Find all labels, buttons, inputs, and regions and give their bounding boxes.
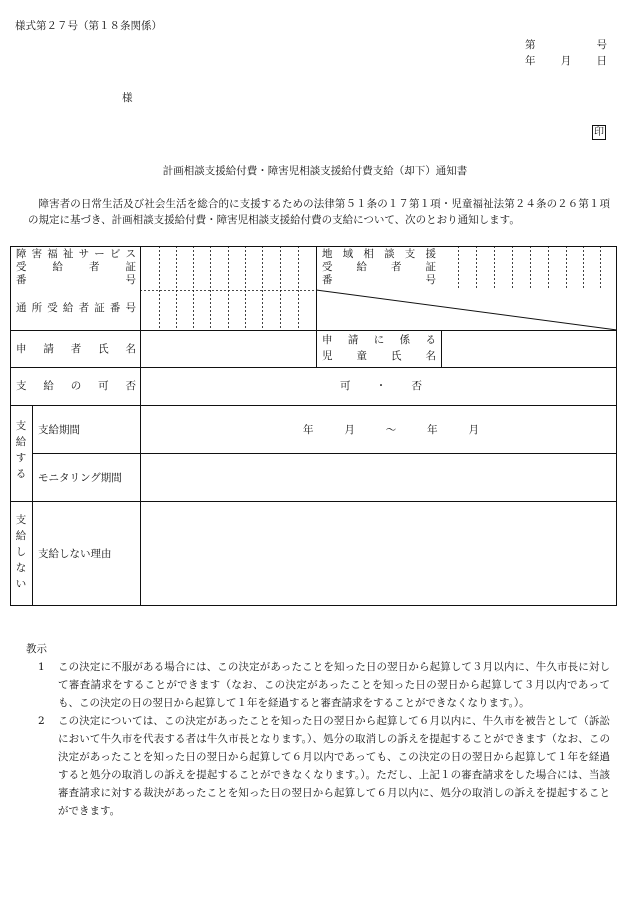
char: 証: [125, 261, 136, 273]
period-tilde: ～: [385, 424, 397, 436]
char: 請: [43, 343, 54, 355]
seal-stamp: 印: [594, 127, 604, 138]
char: 番: [16, 274, 27, 286]
char: 番: [109, 302, 121, 314]
char: る: [15, 468, 27, 480]
commuting-cert-label: [16, 302, 136, 315]
char: 給: [62, 302, 74, 314]
char: 給: [15, 436, 27, 448]
char: ビ: [109, 248, 121, 260]
char: 相: [363, 248, 374, 260]
char: 証: [425, 261, 436, 273]
notes-heading: 教示: [26, 643, 47, 655]
approve-option: 可: [340, 380, 351, 392]
commuting-cert-text: [16, 302, 136, 315]
char: 地: [322, 248, 333, 260]
addressee: 様: [122, 92, 133, 104]
char: る: [425, 334, 436, 346]
document-title: 計画相談支援給付費・障害児相談支援給付費支給（却下）通知書: [162, 165, 468, 177]
char: 支: [404, 248, 416, 260]
char: 給: [52, 261, 63, 273]
char: 受: [322, 261, 333, 273]
char: 証: [94, 302, 105, 314]
char: し: [15, 546, 27, 558]
char: サ: [78, 248, 90, 260]
note-text: この決定に不服がある場合には、この決定があったことを知った日の翌日から起算して３月以内に、牛久市長に対して審査請求をすることができます（なお、この決定があったことを知った日の翌日から起算して３月以内であっても、この決定の日の翌日から起算して１年を経過すると審査請求をすることができなくなります。）。: [58, 661, 610, 709]
intro-paragraph: 障害者の日常生活及び社会生活を総合的に支援するための法律第５１条の１７第１項・児童福祉法第２４条の２６第１項の規定に基づき、計画相談支援給付費・障害児相談支援給付費の支給について、次のとおり通知します。: [28, 198, 610, 226]
char: 氏: [98, 343, 109, 355]
welfare-cert-label-line2: [16, 261, 136, 274]
char: ー: [94, 248, 105, 260]
period-end-month: 月: [468, 424, 479, 436]
no-grant-group-label: [14, 512, 28, 592]
reject-option: 否: [411, 380, 422, 392]
date-year: 年: [525, 55, 536, 67]
char: 受: [16, 261, 27, 273]
note-number: 1: [38, 661, 45, 673]
document-number: [525, 39, 607, 52]
note-number: 2: [38, 715, 45, 727]
char: 給: [356, 261, 367, 273]
char: 域: [342, 248, 354, 260]
char: す: [15, 452, 27, 464]
char: 者: [391, 261, 402, 273]
char: 申: [322, 334, 333, 346]
char: 申: [16, 343, 27, 355]
monitoring-label: モニタリング期間: [38, 472, 122, 484]
char: の: [70, 380, 82, 392]
char: 番: [322, 274, 333, 286]
separator: ・: [375, 380, 387, 392]
no-grant-reason-label: 支給しない理由: [38, 548, 112, 560]
char: 者: [78, 302, 90, 314]
char: 受: [47, 302, 58, 314]
char: 号: [125, 274, 136, 286]
char: 請: [347, 334, 359, 346]
char: 通: [16, 302, 27, 314]
char: 者: [89, 261, 100, 273]
welfare-cert-label-line1: [16, 248, 136, 261]
period-start-month: 月: [344, 424, 355, 436]
char: 否: [125, 380, 136, 392]
char: 者: [70, 343, 82, 355]
regional-cert-label-line3: [322, 274, 436, 287]
child-name-label-line2: [322, 350, 436, 363]
issue-date: [525, 55, 607, 68]
number-suffix: 号: [596, 39, 607, 51]
char: に: [373, 334, 385, 346]
char: 支: [15, 420, 27, 432]
char: 援: [425, 248, 436, 260]
note-item: [26, 712, 610, 820]
period-start-year: 年: [303, 424, 314, 436]
char: 可: [98, 380, 109, 392]
notes-section: [26, 640, 610, 820]
char: い: [15, 578, 27, 590]
char: 児: [322, 350, 333, 362]
char: 支: [16, 380, 27, 392]
number-label: 第: [525, 39, 536, 51]
char: 福: [47, 248, 58, 260]
char: な: [15, 562, 27, 574]
char: 所: [31, 302, 43, 314]
char: 支: [15, 514, 27, 526]
char: ス: [125, 248, 136, 260]
char: 号: [125, 302, 136, 314]
approval-value: [340, 380, 422, 393]
regional-cert-label-line2: [322, 261, 436, 274]
char: 給: [43, 380, 54, 392]
char: 祉: [62, 248, 74, 260]
form-id: 様式第２７号（第１８条関係）: [15, 20, 162, 32]
char: 談: [384, 248, 395, 260]
char: 障: [16, 248, 27, 260]
period-label: 支給期間: [38, 424, 80, 436]
regional-cert-label-line1: [322, 248, 436, 261]
child-name-label-line1: [322, 334, 436, 347]
welfare-cert-label-line3: [16, 274, 136, 287]
grant-group-label: [14, 418, 28, 482]
period-value: [303, 424, 479, 437]
approval-label: [16, 380, 136, 393]
date-month: 月: [560, 55, 572, 67]
char: 係: [399, 334, 411, 346]
char: 給: [15, 530, 27, 542]
period-end-year: 年: [427, 424, 438, 436]
note-text: この決定については、この決定があったことを知った日の翌日から起算して６月以内に、牛久市を被告として（訴訟において牛久市を代表する者は牛久市長となります。）、処分の取消しの訴えを提起することができます（なお、この決定があったことを知った日の翌日から起算して６月以内であっても、この決定の日の翌日から起算して１年を経過すると処分の取消しの訴えを提起することができなくなります。）。ただし、上記１の審査請求をした場合には、当該審査請求に対する裁決があったことを知った日の翌日から起算して６月以内に、処分の取消しの訴えを提起することができます。: [58, 715, 610, 817]
char: 名: [125, 343, 136, 355]
form-table: [10, 246, 617, 606]
char: 氏: [391, 350, 402, 362]
char: 童: [356, 350, 367, 362]
date-day: 日: [596, 55, 607, 67]
char: 名: [425, 350, 436, 362]
note-item: [26, 658, 610, 712]
welfare-cert-text-1: [16, 248, 136, 261]
char: 号: [425, 274, 436, 286]
char: 害: [31, 248, 43, 260]
applicant-name-label: [16, 343, 136, 356]
